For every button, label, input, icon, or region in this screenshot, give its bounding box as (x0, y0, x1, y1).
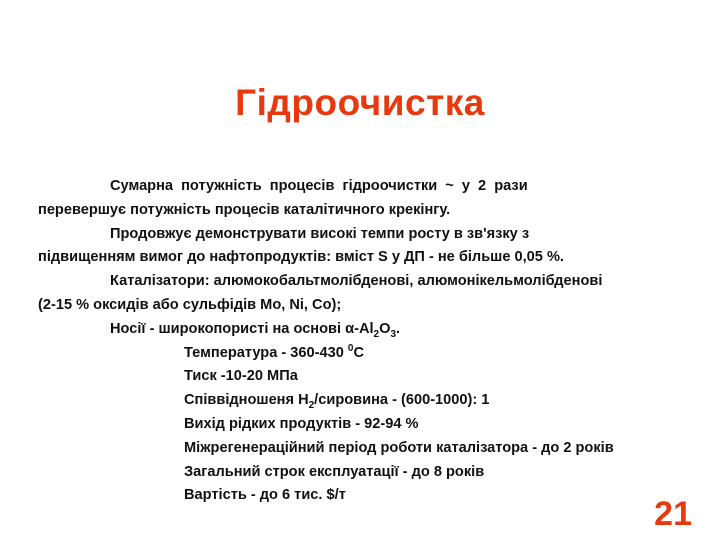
ratio-text: Співвідношеня Н (184, 392, 309, 409)
param-line: Загальний строк експлуатації - до 8 років (184, 463, 485, 480)
carrier-line (38, 318, 678, 342)
page-number: 21 (654, 495, 692, 533)
superscript: 0 (347, 342, 354, 354)
body-line: Сумарна потужність процесів гідроочистки ~ у 2 рази (110, 178, 528, 194)
ratio-line (38, 389, 678, 413)
temperature-unit: С (353, 344, 365, 361)
carrier-text: O (379, 320, 391, 337)
ratio-text: /сировина - (600-1000): 1 (314, 392, 490, 409)
pressure-line: Тиск -10-20 МПа (184, 368, 298, 385)
param-line: Вартість - до 6 тис. $/т (184, 487, 346, 504)
subscript: 3 (390, 328, 397, 340)
param-line: Вихід рідких продуктів - 92-94 % (184, 415, 419, 432)
slide-body (38, 175, 678, 508)
carrier-text: . (396, 320, 401, 337)
body-line: Продовжує демонструвати високі темпи росту в зв'язку з (110, 225, 530, 242)
temperature-line (38, 342, 678, 366)
body-line: перевершує потужність процесів каталітичного крекінгу. (38, 201, 451, 218)
body-line: Каталізатори: алюмокобальтмолібденові, алюмонікельмолібденові (110, 273, 603, 290)
body-line: (2-15 % оксидів або сульфідів Mo, Ni, Co); (38, 296, 342, 313)
param-line: Міжрегенераційний період роботи каталізатора - до 2 років (184, 439, 614, 456)
temperature-text: Температура - 360-430 (184, 344, 348, 361)
carrier-text: Носії - широкопористі на основі α-Al (110, 320, 374, 337)
subscript: 2 (373, 328, 380, 340)
body-line: підвищенням вимог до нафтопродуктів: вміст S у ДП - не більше 0,05 %. (38, 249, 564, 266)
subscript: 2 (308, 400, 315, 412)
slide-title: Гідроочистка (235, 82, 485, 123)
